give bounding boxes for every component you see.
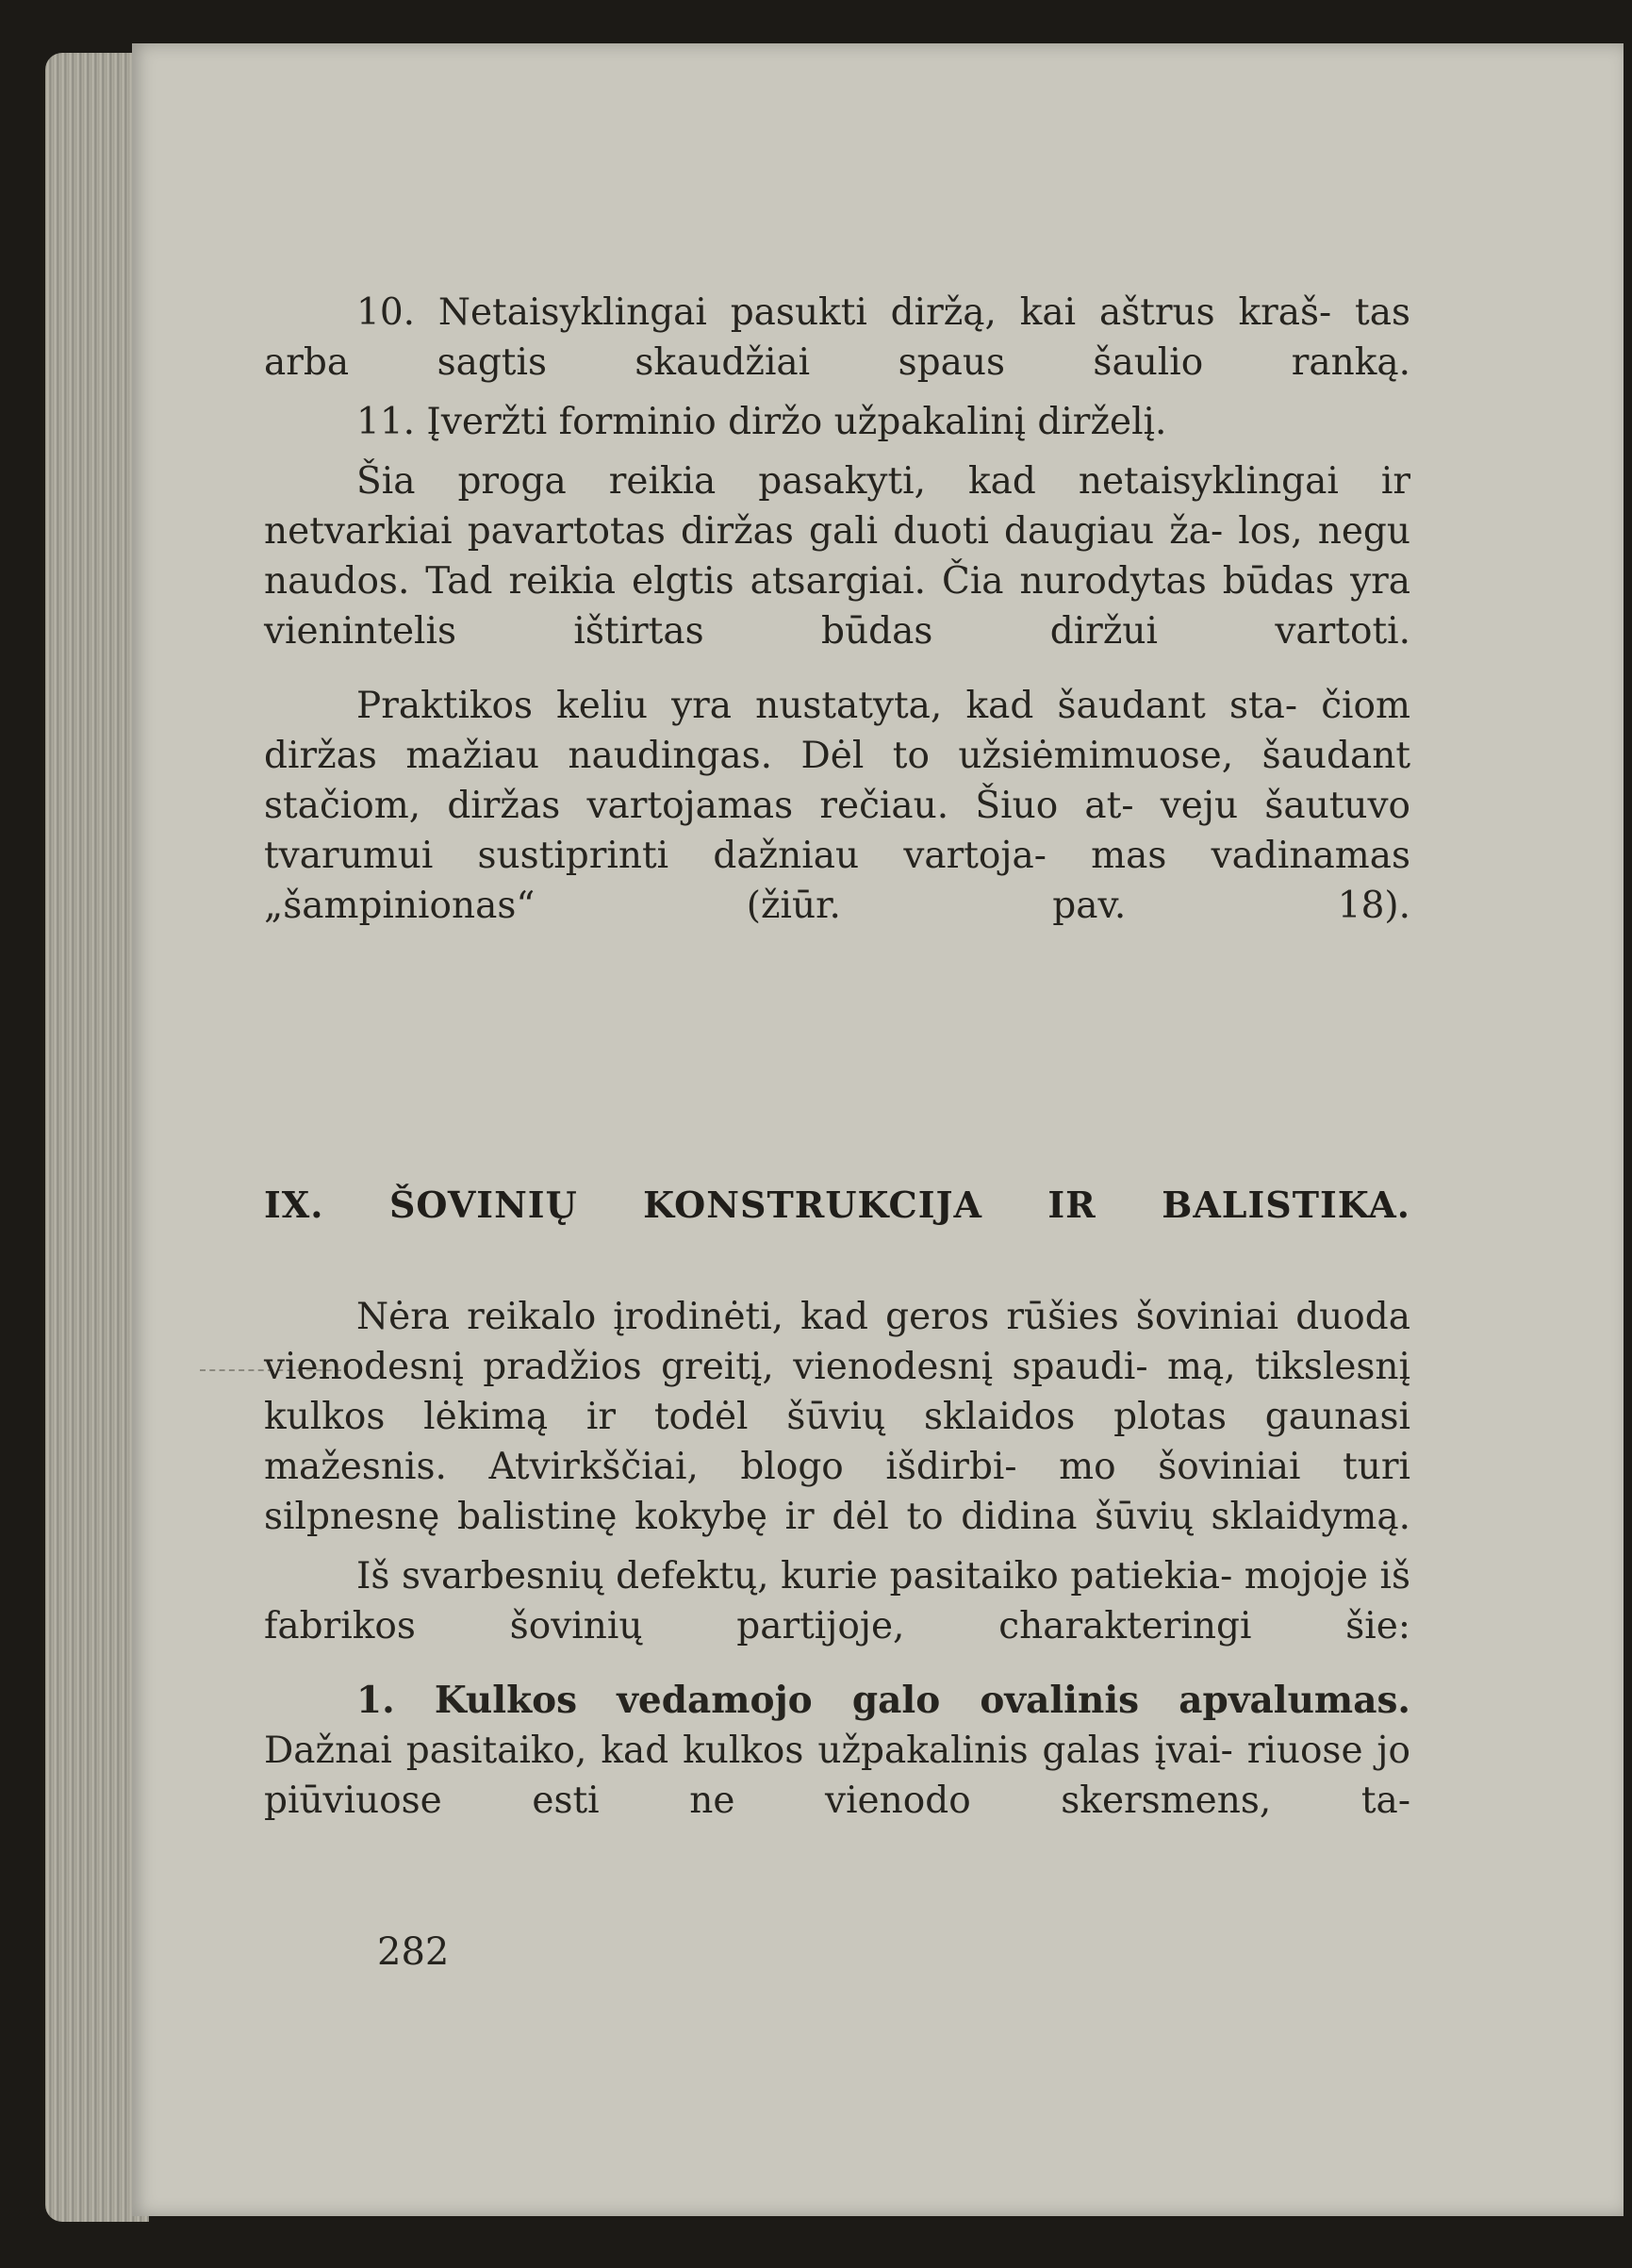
text-line: šie: bbox=[1345, 1605, 1410, 1647]
text-line: mojoje iš fabrikos šovinių partijoje, charakteringi bbox=[264, 1555, 1410, 1647]
chapter-heading: IX. ŠOVINIŲ KONSTRUKCIJA IR BALISTIKA. bbox=[264, 1184, 1410, 1226]
text-line: riuose jo piūviuose esti ne vienodo skersmens, ta- bbox=[264, 1730, 1410, 1822]
text-line: Nėra reikalo įrodinėti, kad geros rūšies šoviniai bbox=[356, 1296, 1279, 1338]
paragraph-note bbox=[264, 456, 1410, 656]
paragraph-item-1 bbox=[264, 1676, 1410, 1826]
text-line: netvarkiai pavartotas diržas gali duoti daugiau ža- bbox=[264, 510, 1224, 553]
text-line: šaudant stačiom, diržas vartojamas rečiau. Šiuo at- bbox=[264, 735, 1410, 827]
text-line: čiom diržas mažiau naudingas. Dėl to užsiėmimuose, bbox=[264, 685, 1410, 777]
text-line: 10. Netaisyklingai pasukti diržą, kai aštrus kraš- bbox=[356, 291, 1332, 334]
text-line: Iš svarbesnių defektų, kurie pasitaiko patiekia- bbox=[356, 1555, 1233, 1598]
text-line: vartoti. bbox=[1275, 610, 1410, 653]
text-line: nurodytas būdas yra vienintelis ištirtas būdas diržui bbox=[264, 560, 1410, 653]
paragraph-item-11 bbox=[264, 397, 1410, 447]
text-line: duoda vienodesnį pradžios greitį, vienodesnį spaudi- bbox=[264, 1296, 1410, 1388]
paragraph-intro bbox=[264, 1292, 1410, 1542]
text-line: Šia proga reikia pasakyti, kad netaisyklingai ir bbox=[356, 460, 1410, 503]
text-line: los, negu naudos. Tad reikia elgtis atsargiai. Čia bbox=[264, 510, 1410, 603]
text-line: veju šautuvo tvarumui sustiprinti dažniau vartoja- bbox=[264, 785, 1411, 877]
text-line: didina šūvių sklaidymą. bbox=[961, 1496, 1410, 1538]
text-line: mas vadinamas „šampinionas“ (žiūr. pav. 18). bbox=[264, 835, 1410, 927]
paragraph-defects bbox=[264, 1551, 1410, 1651]
top-section bbox=[264, 288, 1410, 931]
bottom-section bbox=[264, 1292, 1410, 1826]
text-line: mo šoviniai turi silpnesnę balistinę kokybę ir dėl to bbox=[264, 1446, 1411, 1538]
text-line: 11. Įveržti forminio diržo užpakalinį dirželį. bbox=[356, 401, 1167, 443]
text-line: Praktikos keliu yra nustatyta, kad šaudant sta- bbox=[356, 685, 1298, 727]
item-lead: 1. Kulkos vedamojo galo ovalinis apvalumas. bbox=[356, 1679, 1410, 1722]
text-line: Dažnai pasitaiko, kad kulkos užpakalinis galas įvai- bbox=[264, 1730, 1233, 1772]
paragraph-practice bbox=[264, 681, 1410, 931]
page-number: 282 bbox=[377, 1930, 450, 1974]
text-line: mą, tikslesnį kulkos lėkimą ir todėl šūvių sklaidos bbox=[264, 1346, 1411, 1438]
text-line: tas arba sagtis skaudžiai spaus šaulio ranką. bbox=[264, 291, 1410, 384]
paragraph-item-10 bbox=[264, 288, 1410, 388]
text-line: plotas gaunasi mažesnis. Atvirkščiai, blogo išdirbi- bbox=[264, 1396, 1410, 1488]
